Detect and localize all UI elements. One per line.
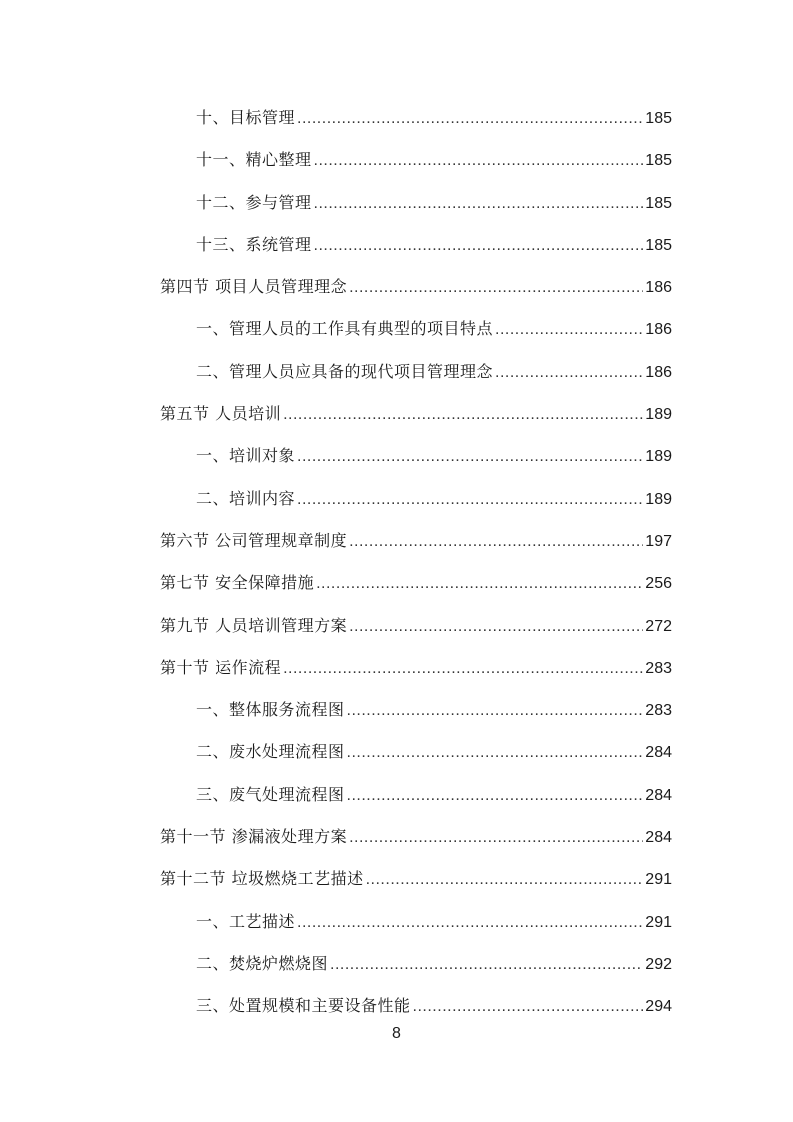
toc-entry[interactable] [160, 276, 672, 318]
toc-entry[interactable] [160, 657, 672, 699]
toc-entry-title: 十三、系统管理 [196, 234, 312, 254]
toc-entry[interactable] [160, 953, 672, 995]
dot-leader [283, 404, 643, 426]
toc-entry-title: 二、培训内容 [196, 488, 296, 508]
toc-entry-page: 284 [645, 829, 672, 847]
toc-entry-page: 185 [645, 236, 672, 254]
toc-entry-page: 283 [645, 702, 672, 720]
toc-entry[interactable] [160, 234, 672, 276]
dot-leader [349, 827, 643, 849]
dot-leader [413, 996, 644, 1018]
toc-entry-title: 第七节 安全保障措施 [160, 573, 315, 593]
toc-entry-title: 三、废气处理流程图 [196, 784, 345, 804]
toc-entry[interactable] [160, 572, 672, 614]
toc-entry-page: 291 [645, 871, 672, 889]
toc-entry-page: 291 [645, 913, 672, 931]
toc-entry[interactable] [160, 741, 672, 783]
toc-entry[interactable] [160, 826, 672, 868]
toc-entry[interactable] [160, 911, 672, 953]
toc-entry-page: 186 [645, 321, 672, 339]
toc-entry-page: 283 [645, 659, 672, 677]
page-number: 8 [392, 1025, 401, 1042]
dot-leader [297, 108, 643, 130]
toc-entry[interactable] [160, 403, 672, 445]
toc-entry-page: 185 [645, 152, 672, 170]
table-of-contents [160, 107, 672, 1038]
toc-entry-title: 第十节 运作流程 [160, 657, 282, 677]
toc-entry-title: 三、处置规模和主要设备性能 [196, 996, 411, 1016]
dot-leader [349, 531, 643, 553]
toc-entry-page: 189 [645, 406, 672, 424]
toc-entry-page: 294 [645, 998, 672, 1016]
toc-entry-page: 189 [645, 490, 672, 508]
toc-entry-title: 第五节 人员培训 [160, 404, 282, 424]
dot-leader [330, 954, 643, 976]
toc-entry-title: 二、废水处理流程图 [196, 742, 345, 762]
dot-leader [297, 446, 643, 468]
dot-leader [349, 616, 643, 638]
toc-entry-title: 十二、参与管理 [196, 192, 312, 212]
dot-leader [349, 277, 643, 299]
dot-leader [314, 235, 644, 257]
toc-entry-title: 第十二节 垃圾燃烧工艺描述 [160, 869, 364, 889]
toc-entry[interactable] [160, 192, 672, 234]
dot-leader [316, 573, 643, 595]
toc-entry[interactable] [160, 149, 672, 191]
toc-entry[interactable] [160, 615, 672, 657]
toc-entry-page: 185 [645, 194, 672, 212]
dot-leader [495, 362, 643, 384]
dot-leader [297, 912, 643, 934]
toc-entry[interactable] [160, 530, 672, 572]
toc-entry-title: 二、焚烧炉燃烧图 [196, 953, 329, 973]
toc-entry-page: 186 [645, 279, 672, 297]
toc-entry[interactable] [160, 868, 672, 910]
toc-entry-title: 二、管理人员应具备的现代项目管理理念 [196, 361, 494, 381]
toc-entry-page: 185 [645, 110, 672, 127]
toc-entry-title: 一、工艺描述 [196, 911, 296, 931]
dot-leader [495, 319, 643, 341]
toc-entry-title: 一、整体服务流程图 [196, 700, 345, 720]
toc-entry-page: 189 [645, 448, 672, 466]
toc-entry[interactable] [160, 488, 672, 530]
toc-entry-title: 一、培训对象 [196, 446, 296, 466]
dot-leader [314, 193, 644, 215]
toc-entry[interactable] [160, 445, 672, 487]
toc-entry-page: 284 [645, 744, 672, 762]
toc-entry[interactable] [160, 107, 672, 149]
toc-entry[interactable] [160, 361, 672, 403]
toc-entry-title: 一、管理人员的工作具有典型的项目特点 [196, 319, 494, 339]
dot-leader [283, 658, 643, 680]
toc-entry-title: 十、目标管理 [196, 108, 296, 127]
toc-entry-page: 186 [645, 363, 672, 381]
toc-entry[interactable] [160, 318, 672, 360]
toc-entry-page: 256 [645, 575, 672, 593]
dot-leader [366, 869, 644, 891]
dot-leader [314, 150, 644, 172]
toc-entry-title: 第九节 人员培训管理方案 [160, 615, 348, 635]
toc-entry-page: 272 [645, 617, 672, 635]
dot-leader [297, 489, 643, 511]
toc-entry-title: 十一、精心整理 [196, 150, 312, 170]
dot-leader [347, 742, 644, 764]
toc-entry-page: 292 [645, 955, 672, 973]
toc-entry-page: 197 [645, 532, 672, 550]
toc-entry[interactable] [160, 784, 672, 826]
toc-entry-title: 第十一节 渗漏液处理方案 [160, 827, 348, 847]
dot-leader [347, 785, 644, 807]
toc-entry-page: 284 [645, 786, 672, 804]
dot-leader [347, 700, 644, 722]
toc-entry[interactable] [160, 699, 672, 741]
toc-entry-title: 第四节 项目人员管理理念 [160, 277, 348, 297]
toc-entry-title: 第六节 公司管理规章制度 [160, 530, 348, 550]
